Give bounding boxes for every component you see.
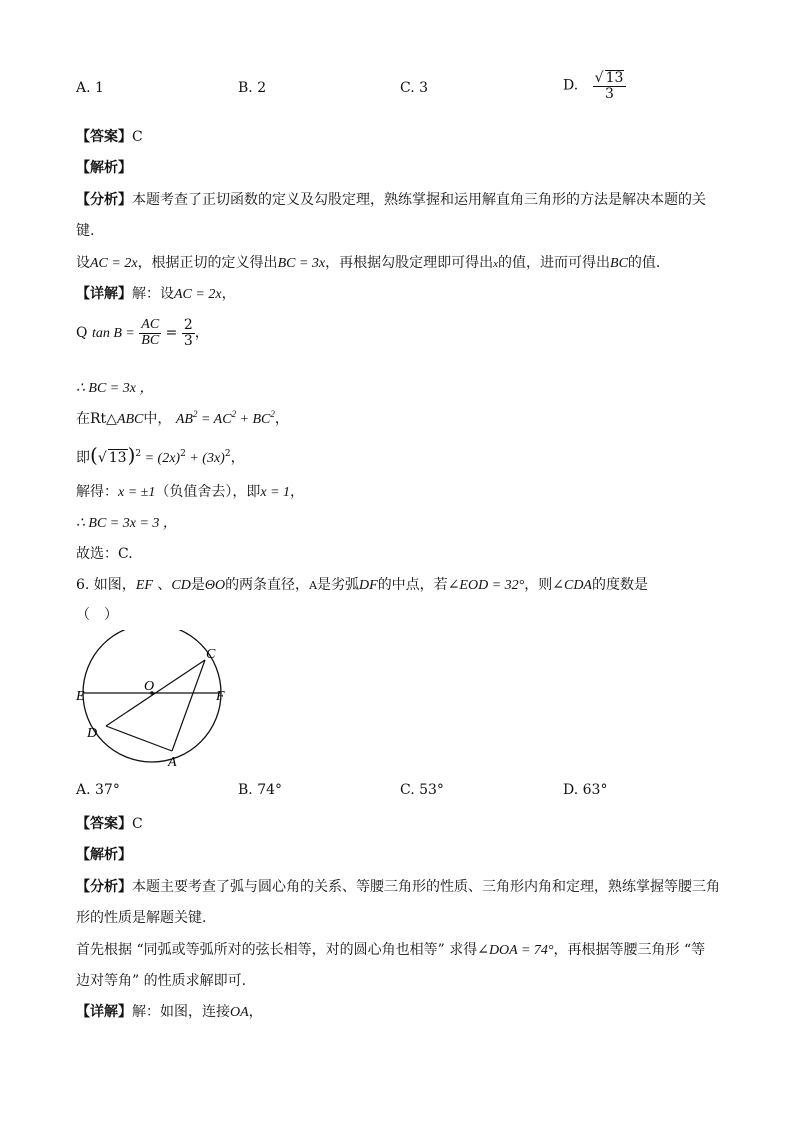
option-c: C. 3 xyxy=(400,80,429,96)
chord-ac xyxy=(172,660,205,751)
q5-choose: 故选：C. xyxy=(76,546,133,562)
q6-option-d: D. 63° xyxy=(563,782,608,798)
answer-tag: 【答案】 xyxy=(76,129,132,145)
q5-detail: 【详解】解：设AC = 2x， xyxy=(76,286,236,302)
label-e: E xyxy=(76,689,85,704)
q5-pythagoras: 在Rt△ABC中， $AB^2 = AC^2 + BC^2$， xyxy=(76,409,289,427)
q5-fenxi-line2: 键. xyxy=(76,223,95,239)
q6-paren: （ ） xyxy=(76,607,118,623)
label-d: D xyxy=(87,726,98,741)
chord-da xyxy=(106,726,172,751)
q5-fenxi-line1: 【分析】本题考查了正切函数的定义及勾股定理，熟练掌握和运用解直角三角形的方法是解决本题的关 xyxy=(76,192,706,208)
q6-fenxi-line2: 形的性质是解题关键. xyxy=(76,910,207,926)
label-f: F xyxy=(216,689,225,704)
q5-tan-equation: Q tan B = $\frac{AC}{BC}$ = $\frac{2}{3}$ ， xyxy=(76,317,209,349)
q6-answer: 【答案】C xyxy=(76,816,143,832)
q6-circle-figure xyxy=(70,630,240,770)
q6-fenxi-line1: 【分析】本题主要考查了弧与圆心角的关系、等腰三角形的性质、三角形内角和定理，熟练掌握等腰三角 xyxy=(76,879,720,895)
option-d xyxy=(563,70,626,101)
option-d-root: 13 xyxy=(605,70,624,86)
q5-substitution: 即(√ $13)^2 = (2x)^2 + (3x)^2$， xyxy=(76,443,245,467)
label-c: C xyxy=(206,647,216,662)
q5-analysis-tag: 【解析】 xyxy=(76,160,132,176)
q6-stem: 6. 如图，EF 、CD是ΘO的两条直径，A是劣弧DF的中点，若∠EOD = 32°，则∠CDA的度数是 xyxy=(76,577,648,593)
q6-detail: 【详解】解：如图，连接OA， xyxy=(76,1004,263,1020)
option-a: A. 1 xyxy=(76,80,104,96)
label-o: O xyxy=(144,679,155,694)
q6-option-c: C. 53° xyxy=(400,782,444,798)
option-d-fraction: $\frac{√ 13}{3}$ xyxy=(593,70,627,101)
q5-solve: 解得：x = ±1（负值舍去），即x = 1， xyxy=(76,484,305,500)
q5-answer xyxy=(76,126,143,146)
q6-plan-line2: 边对等角” 的性质求解即可. xyxy=(76,973,247,989)
option-b: B. 2 xyxy=(238,80,267,96)
option-d-den: 3 xyxy=(605,85,614,102)
q5-step-bc-value: ∴ BC = 3x = 3 ， xyxy=(76,516,177,531)
option-d-prefix: D. xyxy=(563,77,579,94)
q5-step-bc: ∴ BC = 3x ， xyxy=(76,381,154,396)
q6-plan-line1: 首先根据 “同弧或等弧所对的弦长相等，对的圆心角也相等” 求得∠DOA = 74°，再根据等腰三角形 “等 xyxy=(76,942,706,958)
label-a: A xyxy=(168,755,177,770)
q6-option-a: A. 37° xyxy=(76,782,120,798)
q6-analysis-tag: 【解析】 xyxy=(76,847,132,863)
q5-plan: 设AC = 2x，根据正切的定义得出BC = 3x，再根据勾股定理即可得出x的值，进而可得出BC的值. xyxy=(76,255,661,271)
q6-option-b: B. 74° xyxy=(238,782,283,798)
answer-value: C xyxy=(132,129,143,145)
